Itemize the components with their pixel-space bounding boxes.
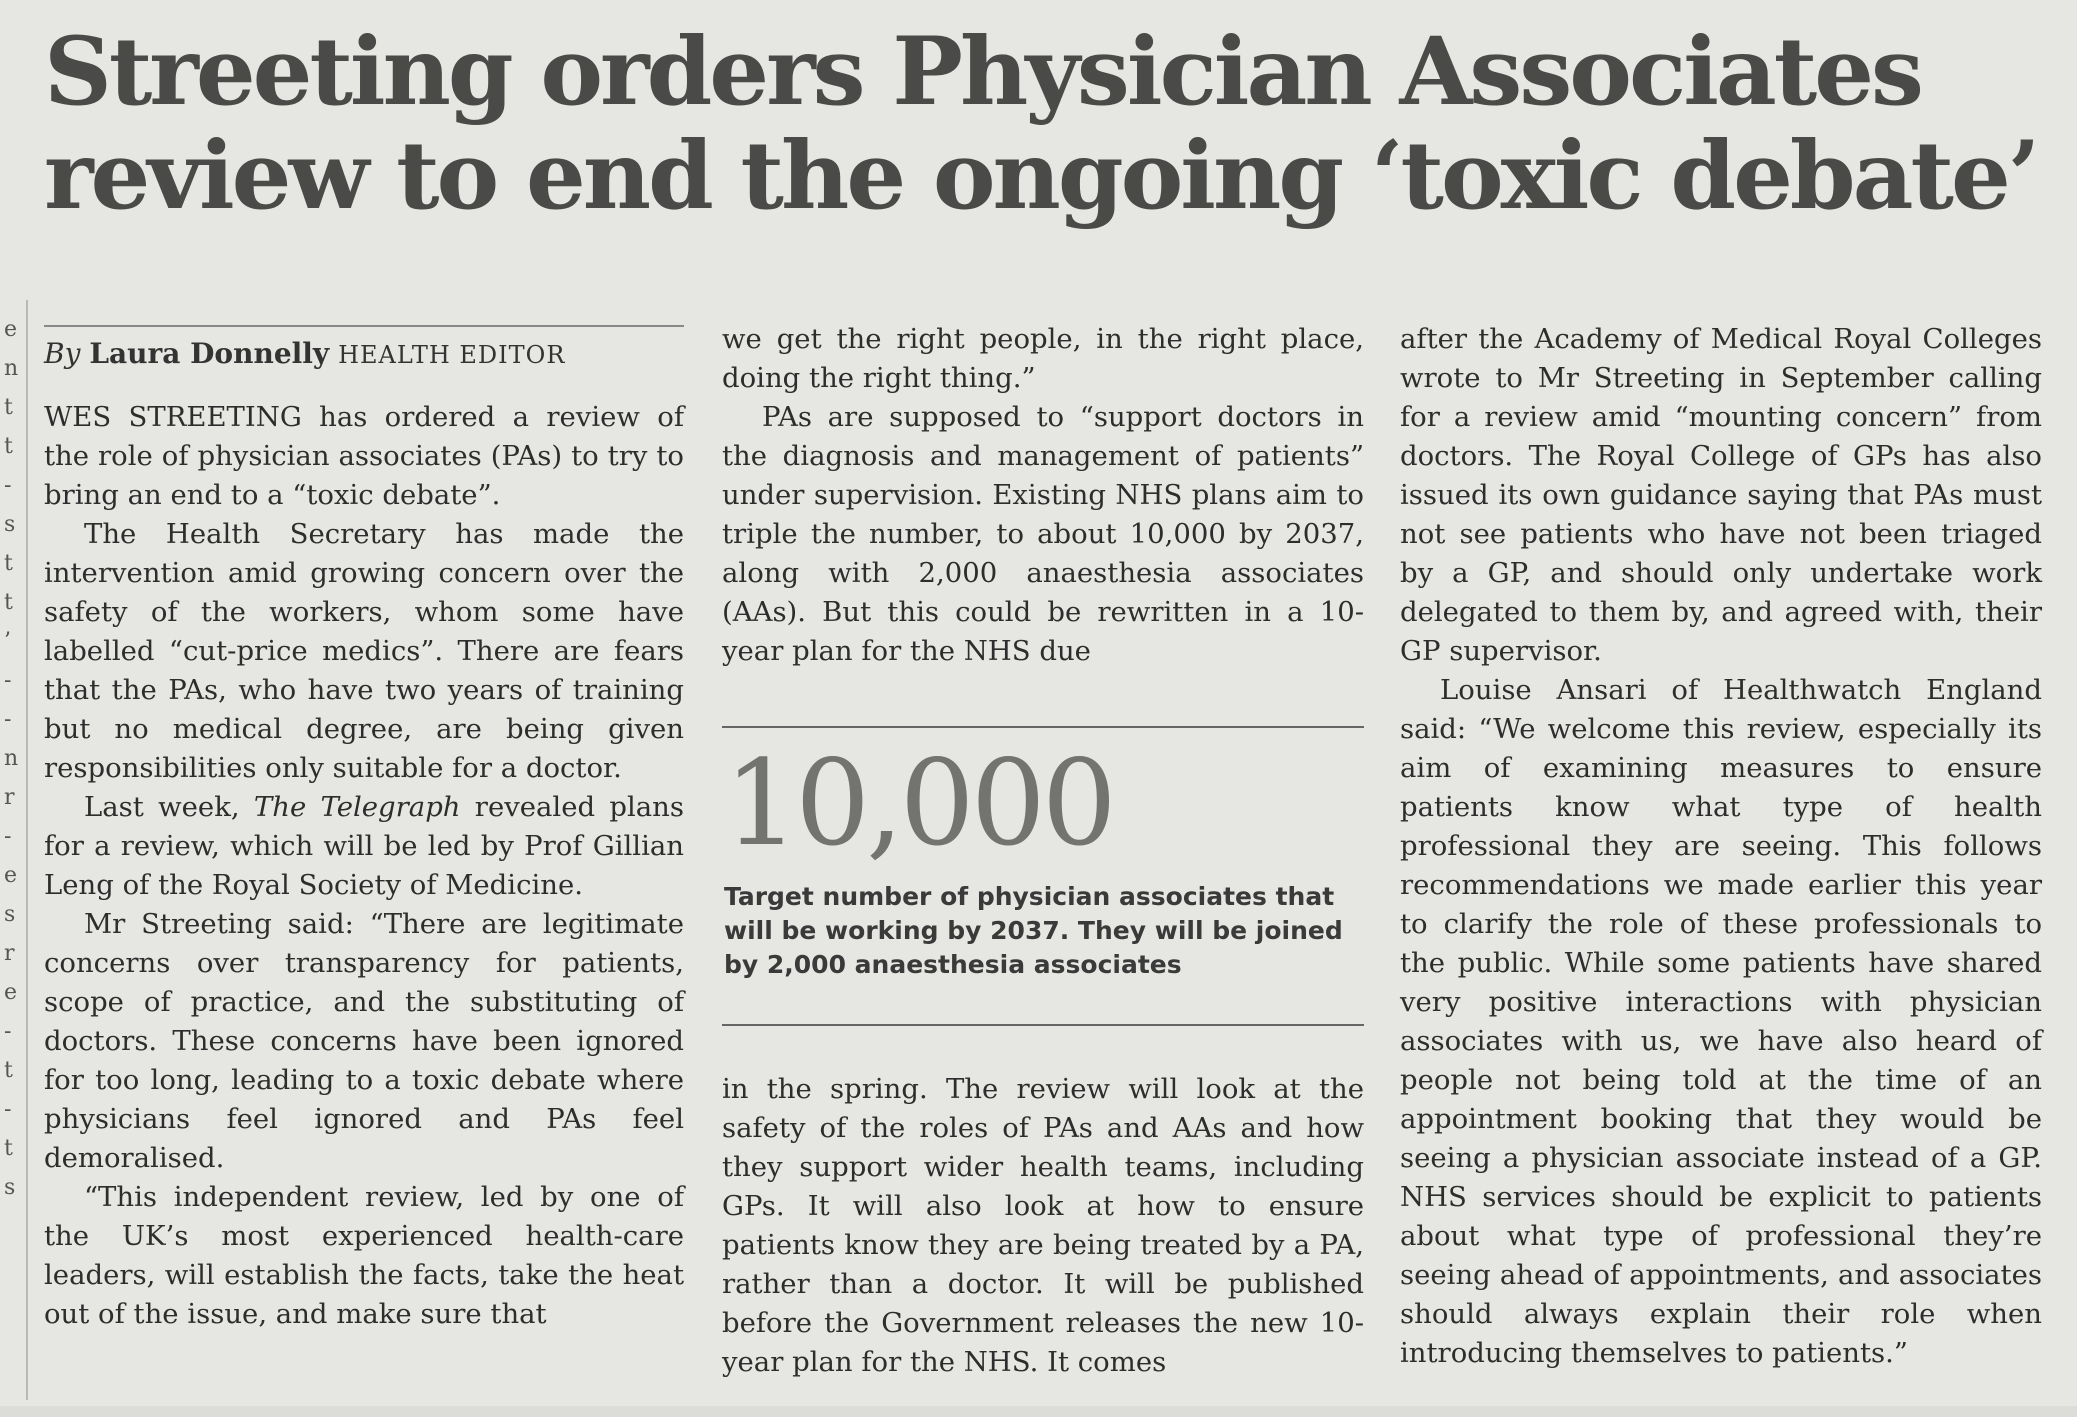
paragraph: “This independent review, led by one of the UK’s most experienced health-care leaders, will establish the facts, take the heat out of the issue, and make sure that <box>44 1181 684 1330</box>
byline-author: Laura Donnelly <box>89 337 330 370</box>
fragment-glyph: t <box>4 395 13 420</box>
fragment-glyph: s <box>4 1175 16 1200</box>
article-column-1 <box>44 398 684 1334</box>
paragraph: Last week, The Telegraph revealed plans for a review, which will be led by Prof Gillian Leng of the Royal Society of Medicine. <box>44 791 684 901</box>
paragraph: WES STREETING has ordered a review of the role of physician associates (PAs) to try to bring an end to a “toxic debate”. <box>44 401 684 511</box>
fragment-glyph: - <box>4 1097 12 1122</box>
article-column-2-bottom <box>722 1070 1364 1382</box>
fragment-glyph: n <box>4 356 18 381</box>
fragment-glyph: n <box>4 746 18 771</box>
headline-line-2: review to end the ongoing ‘toxic debate’ <box>44 121 2038 231</box>
headline <box>44 17 2044 231</box>
paragraph: PAs are supposed to “support doctors in the diagnosis and management of patients” under supervision. Existing NHS plans aim to triple the number, to about 10,000 by 2037, along with 2,000 anaesthesia associates (AAs). But this could be rewritten in a 10-year plan for the NHS due <box>722 401 1364 667</box>
fact-box-caption: Target number of physician associates that will be working by 2037. They will be joined by 2,000 anaesthesia associates <box>724 882 1343 979</box>
paragraph: in the spring. The review will look at the safety of the roles of PAs and AAs and how they support wider health teams, including GPs. It will also look at how to ensure patients know they are being treated by a PA, rather than a doctor. It will be published before the Government releases the new 10-year plan for the NHS. It comes <box>722 1073 1364 1378</box>
fragment-glyph: - <box>4 1019 12 1044</box>
fragment-glyph: e <box>4 863 18 888</box>
fragment-glyph: e <box>4 317 18 342</box>
paragraph: Louise Ansari of Healthwatch England said: “We welcome this review, especially its aim of examining measures to ensure patients know what type of health professional they are seeing. This follows recommendations we made earlier this year to clarify the role of these professionals to the public. While some patients have shared very positive interactions with physician associates with us, we have also heard of people not being told at the time of an appointment booking that they would be seeing a physician associate instead of a GP. NHS services should be explicit to patients about what type of professional they’re seeing ahead of appointments, and associates should always explain their role when introducing themselves to patients.” <box>1400 674 2042 1369</box>
fragment-glyph: t <box>4 1136 13 1161</box>
byline <box>44 334 684 375</box>
publication-name: The Telegraph <box>253 791 461 823</box>
paragraph: Mr Streeting said: “There are legitimate concerns over transparency for patients, scope of practice, and the substituting of doctors. These concerns have been ignored for too long, leading to a toxic debate where physicians feel ignored and PAs feel demoralised. <box>44 908 684 1174</box>
paragraph: The Health Secretary has made the intervention amid growing concern over the safety of the workers, whom some have labelled “cut-price medics”. There are fears that the PAs, who have two years of training but no medical degree, are being given responsibilities only suitable for a doctor. <box>44 518 684 784</box>
fragment-glyph: t <box>4 434 13 459</box>
fragment-glyph: t <box>4 551 13 576</box>
article-column-3 <box>1400 320 2042 1373</box>
fact-box-rule-top <box>722 726 1364 728</box>
fragment-glyph: r <box>4 785 15 810</box>
adjacent-column-fragment <box>4 310 18 1390</box>
fact-box-number: 10,000 <box>724 734 1113 872</box>
column-divider <box>26 300 28 1400</box>
byline-rule <box>44 325 684 327</box>
fragment-glyph: - <box>4 707 12 732</box>
paragraph: after the Academy of Medical Royal Colleges wrote to Mr Streeting in September calling for a review amid “mounting concern” from doctors. The Royal College of GPs has also issued its own guidance saying that PAs must not see patients who have not been triaged by a GP, and should only undertake work delegated to them by, and agreed with, their GP supervisor. <box>1400 323 2042 667</box>
fragment-glyph: - <box>4 668 12 693</box>
fragment-glyph: t <box>4 1058 13 1083</box>
fragment-glyph: - <box>4 824 12 849</box>
fragment-glyph: r <box>4 941 15 966</box>
page-edge <box>0 1406 2077 1417</box>
byline-role: HEALTH EDITOR <box>338 341 566 369</box>
fragment-glyph: s <box>4 512 16 537</box>
byline-by: By <box>44 337 81 370</box>
fact-box-rule-bottom <box>722 1024 1364 1026</box>
fragment-glyph: ’ <box>4 629 11 654</box>
article-column-2-top <box>722 320 1364 671</box>
fragment-glyph: s <box>4 902 16 927</box>
headline-line-1: Streeting orders Physician Associates <box>44 17 1921 127</box>
fragment-glyph: e <box>4 980 18 1005</box>
fragment-glyph: t <box>4 590 13 615</box>
paragraph: we get the right people, in the right place, doing the right thing.” <box>722 323 1364 394</box>
fragment-glyph: - <box>4 473 12 498</box>
